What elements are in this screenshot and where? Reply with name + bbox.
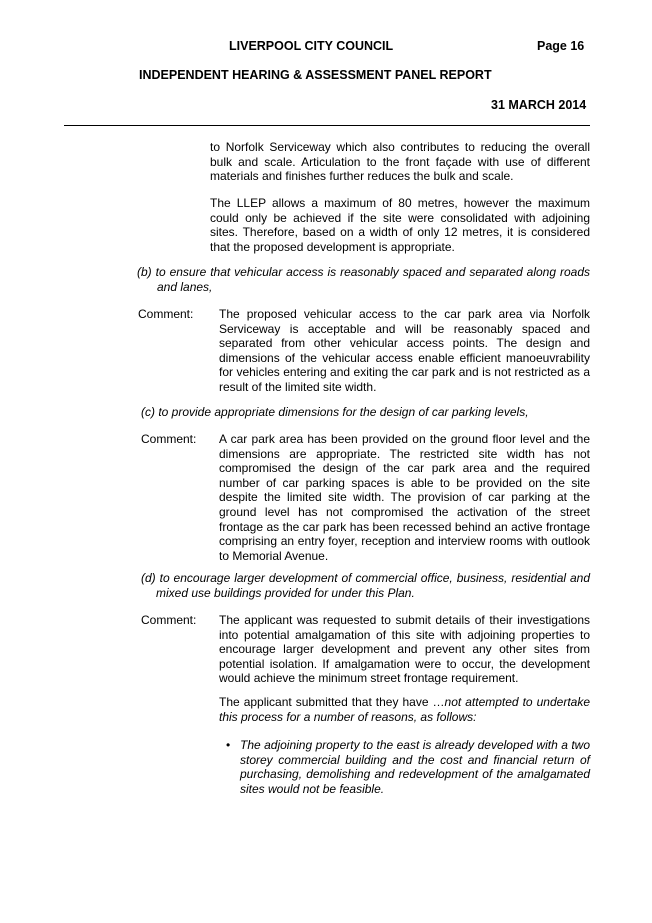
objective-d: (d) to encourage larger development of commercial office, business, residential and mixed use buildings provided for under this Plan. <box>141 571 590 600</box>
comment-d-label: Comment: <box>141 613 197 627</box>
applicant-submission <box>219 695 590 724</box>
objective-b: (b) to ensure that vehicular access is reasonably spaced and separated along roads and lanes, <box>137 265 590 294</box>
submission-intro: The applicant submitted that they have … <box>219 695 445 709</box>
comment-c-text: A car park area has been provided on the ground floor level and the dimensions are appropriate. The restricted site width has not compromised the design of the car park area and the required number of car parking spaces is able to be provided on the site despite the limited site width. The provision of car parking at the ground level has not compromised the activation of the street frontage as the car park has been recessed behind an active frontage comprising an entry foyer, reception and interview rooms with outlook to Memorial Avenue. <box>219 432 590 563</box>
report-title: INDEPENDENT HEARING & ASSESSMENT PANEL REPORT <box>139 68 492 82</box>
page-number: Page 16 <box>537 39 585 53</box>
comment-b-text: The proposed vehicular access to the car park area via Norfolk Serviceway is acceptable and will be reasonably spaced and separated from other vehicular access points. The design and dimensions of the vehicular access enable efficient manoeuvrability for vehicles entering and exiting the car park and is not restricted as a result of the limited site width. <box>219 307 590 394</box>
report-date: 31 MARCH 2014 <box>491 98 587 112</box>
bullet-icon: • <box>226 738 231 752</box>
submission-quote: not attempted to undertake this process for a number of reasons, as follows: <box>219 695 590 724</box>
objective-c: (c) to provide appropriate dimensions for the design of car parking levels, <box>141 405 529 419</box>
paragraph-bulk-scale: to Norfolk Serviceway which also contributes to reducing the overall bulk and scale. Articulation to the front façade with use of different materials and finishes further reduces the bulk and scale. <box>210 140 590 184</box>
paragraph-llep: The LLEP allows a maximum of 80 metres, however the maximum could only be achieved if the site were consolidated with adjoining sites. Therefore, based on a width of only 12 metres, it is considered that the proposed development is appropriate. <box>210 196 590 254</box>
bullet-item-1: The adjoining property to the east is already developed with a two storey commercial building and the cost and financial return of purchasing, demolishing and redevelopment of the amalgamated sites would not be feasible. <box>240 738 590 796</box>
comment-d-text: The applicant was requested to submit details of their investigations into potential amalgamation of this site with adjoining properties to encourage larger development and prevent any other sites from potential isolation. If amalgamation were to occur, the development would achieve the minimum street frontage requirement. <box>219 613 590 686</box>
council-name: LIVERPOOL CITY COUNCIL <box>229 39 394 53</box>
header-divider <box>64 125 590 126</box>
comment-b-label: Comment: <box>138 307 194 321</box>
comment-c-label: Comment: <box>141 432 197 446</box>
